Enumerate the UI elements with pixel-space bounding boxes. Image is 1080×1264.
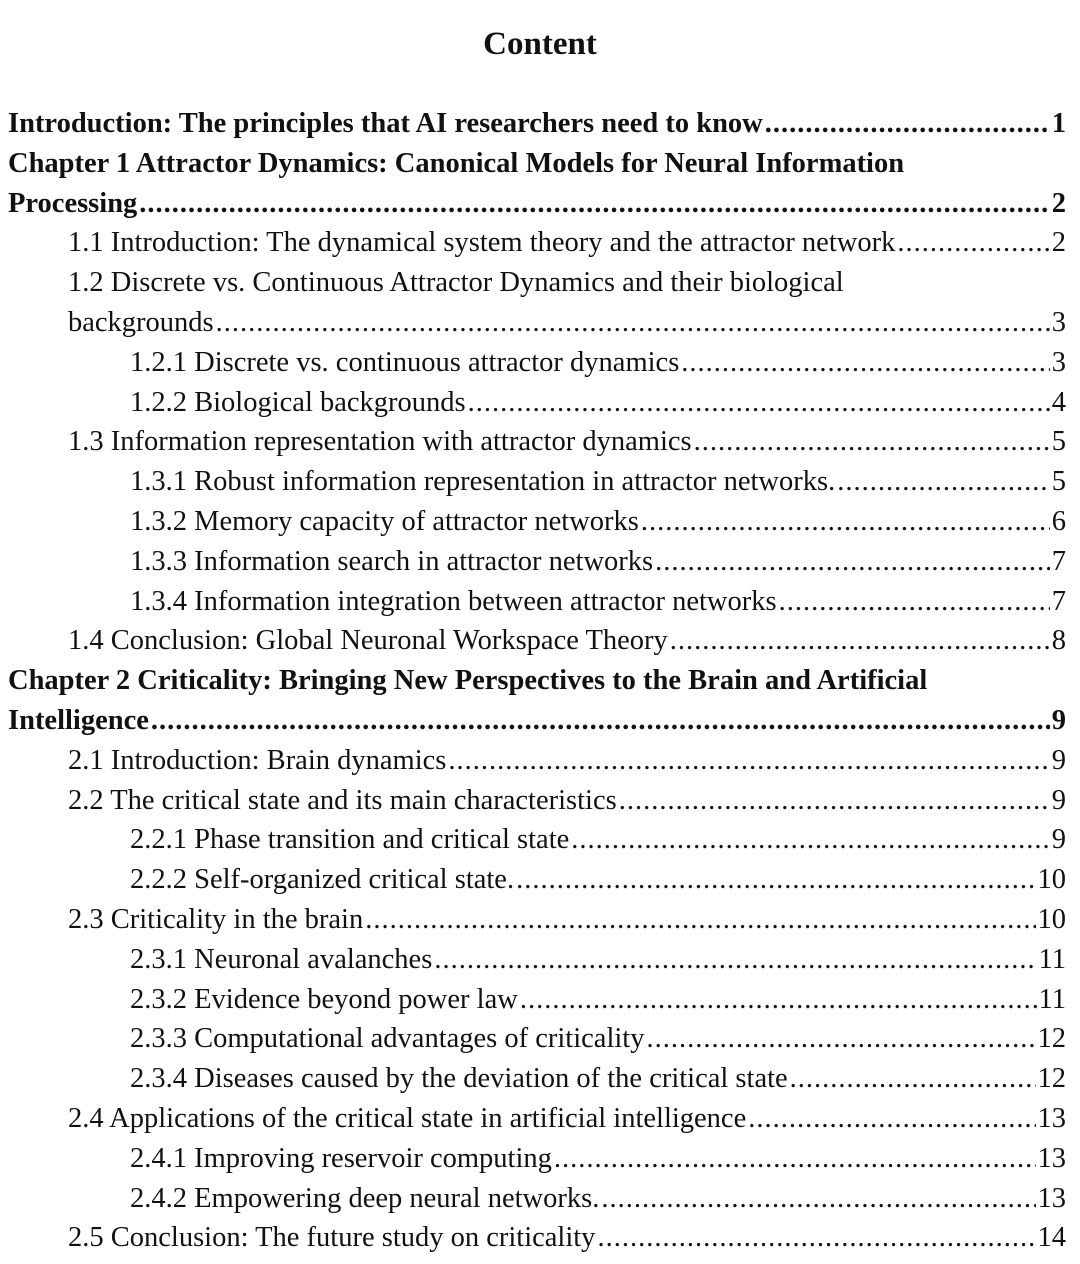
toc-page-number: 13 — [1037, 1102, 1066, 1134]
dot-leader — [655, 542, 1050, 582]
toc-entry-introduction[interactable] — [8, 104, 1066, 144]
toc-page-number: 2 — [1051, 227, 1066, 259]
toc-entry-title: 1.2.2 Biological backgrounds — [130, 386, 466, 418]
toc-entry-2-2-1[interactable] — [8, 820, 1066, 860]
toc-entry-1-3-4[interactable] — [8, 582, 1066, 622]
toc-entry-2-5[interactable] — [8, 1218, 1066, 1258]
toc-entry-2-3-2[interactable] — [8, 980, 1066, 1020]
dot-leader — [139, 184, 1049, 224]
toc-entry-2-4[interactable] — [8, 1099, 1066, 1139]
toc-page-number: 12 — [1037, 1063, 1066, 1095]
toc-entry-title-line1: 1.2 Discrete vs. Continuous Attractor Dynamics and their biological — [68, 267, 844, 299]
dot-leader — [601, 1179, 1035, 1219]
toc-entry-1-2-1[interactable] — [8, 343, 1066, 383]
toc-entry-title: Introduction: The principles that AI researchers need to know — [8, 108, 763, 139]
toc-entry-title-line1: Chapter 1 Attractor Dynamics: Canonical Models for Neural Information — [8, 147, 905, 179]
toc-page-number: 9 — [1051, 784, 1066, 816]
toc-entry-title-line2: Processing — [8, 187, 138, 219]
toc-entry-title: 2.2.2 Self-organized critical state. — [130, 864, 515, 896]
toc-entry-1-3-2[interactable] — [8, 502, 1066, 542]
toc-entry-title: 2.3.4 Diseases caused by the deviation of the critical state — [130, 1063, 788, 1095]
toc-entry-chapter-1[interactable] — [8, 144, 1066, 224]
dot-leader — [897, 223, 1049, 263]
toc-entry-title: 2.1 Introduction: Brain dynamics — [68, 744, 447, 776]
toc-entry-2-3-4[interactable] — [8, 1059, 1066, 1099]
dot-leader — [694, 422, 1050, 462]
toc-entry-title-line2: backgrounds — [68, 306, 214, 338]
toc-page-number: 9 — [1051, 824, 1066, 856]
dot-leader — [468, 383, 1050, 423]
toc-page-number: 3 — [1051, 306, 1066, 338]
toc-page-number: 6 — [1051, 505, 1066, 537]
toc-entry-title: 2.4 Applications of the critical state in artificial intelligence — [68, 1102, 747, 1134]
toc-page-number: 13 — [1037, 1142, 1066, 1174]
toc-page-number: 1 — [1051, 108, 1066, 139]
toc-entry-1-3-3[interactable] — [8, 542, 1066, 582]
toc-entry-title: 1.3.2 Memory capacity of attractor networks — [130, 505, 639, 537]
toc-entry-title: 1.3.3 Information search in attractor networks — [130, 545, 654, 577]
toc-page-number: 7 — [1051, 585, 1066, 617]
toc-page-number: 9 — [1051, 744, 1066, 776]
toc-entry-chapter-2[interactable] — [8, 661, 1066, 741]
toc-entry-title: 2.3.1 Neuronal avalanches — [130, 943, 433, 975]
toc-entry-title: 2.2.1 Phase transition and critical state — [130, 824, 570, 856]
dot-leader — [790, 1059, 1036, 1099]
dot-leader — [571, 820, 1049, 860]
toc-entry-title: 1.3.1 Robust information representation in attractor networks. — [130, 466, 836, 498]
toc-page-number: 9 — [1051, 704, 1066, 736]
toc-entry-title: 2.2 The critical state and its main characteristics — [68, 784, 617, 816]
toc-entry-title: 1.4 Conclusion: Global Neuronal Workspace Theory — [68, 625, 668, 657]
dot-leader — [448, 741, 1049, 781]
toc-page-number: 10 — [1037, 864, 1066, 896]
dot-leader — [748, 1099, 1035, 1139]
toc-page-number: 14 — [1037, 1222, 1066, 1254]
toc-page-number: 3 — [1051, 346, 1066, 378]
toc-entry-title: 2.4.1 Improving reservoir computing — [130, 1142, 552, 1174]
dot-leader — [681, 343, 1049, 383]
toc-page-number: 11 — [1038, 943, 1066, 975]
toc-entry-1-1[interactable] — [8, 223, 1066, 263]
toc-entry-1-2-2[interactable] — [8, 383, 1066, 423]
dot-leader — [765, 104, 1050, 144]
toc-page-number: 12 — [1037, 1023, 1066, 1055]
toc-entry-2-1[interactable] — [8, 741, 1066, 781]
toc-entry-title: 2.4.2 Empowering deep neural networks. — [130, 1182, 600, 1214]
toc-entry-title: 2.3 Criticality in the brain — [68, 903, 364, 935]
dot-leader — [837, 462, 1050, 502]
toc-entry-title: 1.2.1 Discrete vs. continuous attractor dynamics — [130, 346, 680, 378]
dot-leader — [434, 940, 1036, 980]
page-title: Content — [483, 26, 597, 62]
toc-entry-1-3[interactable] — [8, 422, 1066, 462]
toc-entry-2-2-2[interactable] — [8, 860, 1066, 900]
toc-page-number: 7 — [1051, 545, 1066, 577]
toc-page-number: 5 — [1051, 426, 1066, 458]
toc-entry-1-2[interactable] — [8, 263, 1066, 343]
toc-entry-2-3-1[interactable] — [8, 940, 1066, 980]
dot-leader — [779, 582, 1050, 622]
toc-entry-title: 2.5 Conclusion: The future study on criticality — [68, 1222, 596, 1254]
dot-leader — [619, 781, 1050, 821]
toc-entry-2-3-3[interactable] — [8, 1019, 1066, 1059]
toc-page-number: 11 — [1038, 983, 1066, 1015]
toc-entry-title: 2.3.3 Computational advantages of criticality — [130, 1023, 645, 1055]
dot-leader — [216, 303, 1050, 343]
table-of-contents — [8, 104, 1066, 1258]
toc-entry-1-4[interactable] — [8, 621, 1066, 661]
toc-entry-2-3[interactable] — [8, 900, 1066, 940]
dot-leader — [365, 900, 1035, 940]
toc-entry-2-4-1[interactable] — [8, 1139, 1066, 1179]
toc-entry-title: 2.3.2 Evidence beyond power law — [130, 983, 518, 1015]
toc-page-number: 8 — [1051, 625, 1066, 657]
toc-entry-title-line1: Chapter 2 Criticality: Bringing New Perspectives to the Brain and Artificial — [8, 665, 928, 697]
dot-leader — [646, 1019, 1035, 1059]
dot-leader — [670, 621, 1050, 661]
toc-page-number: 13 — [1037, 1182, 1066, 1214]
toc-page-number: 4 — [1051, 386, 1066, 418]
toc-entry-title-line2: Intelligence — [8, 704, 149, 736]
dot-leader — [151, 701, 1050, 741]
toc-entry-title: 1.3.4 Information integration between attractor networks — [130, 585, 777, 617]
toc-entry-title: 1.3 Information representation with attractor dynamics — [68, 426, 692, 458]
toc-entry-title: 1.1 Introduction: The dynamical system theory and the attractor network — [68, 227, 896, 259]
dot-leader — [516, 860, 1035, 900]
toc-entry-2-4-2[interactable] — [8, 1179, 1066, 1219]
toc-entry-2-2[interactable] — [8, 781, 1066, 821]
dot-leader — [597, 1218, 1035, 1258]
toc-page-number: 10 — [1037, 903, 1066, 935]
dot-leader — [554, 1139, 1036, 1179]
dot-leader — [520, 980, 1037, 1020]
toc-page-number: 5 — [1051, 466, 1066, 498]
dot-leader — [641, 502, 1050, 542]
toc-entry-1-3-1[interactable] — [8, 462, 1066, 502]
toc-page-number: 2 — [1051, 187, 1066, 219]
